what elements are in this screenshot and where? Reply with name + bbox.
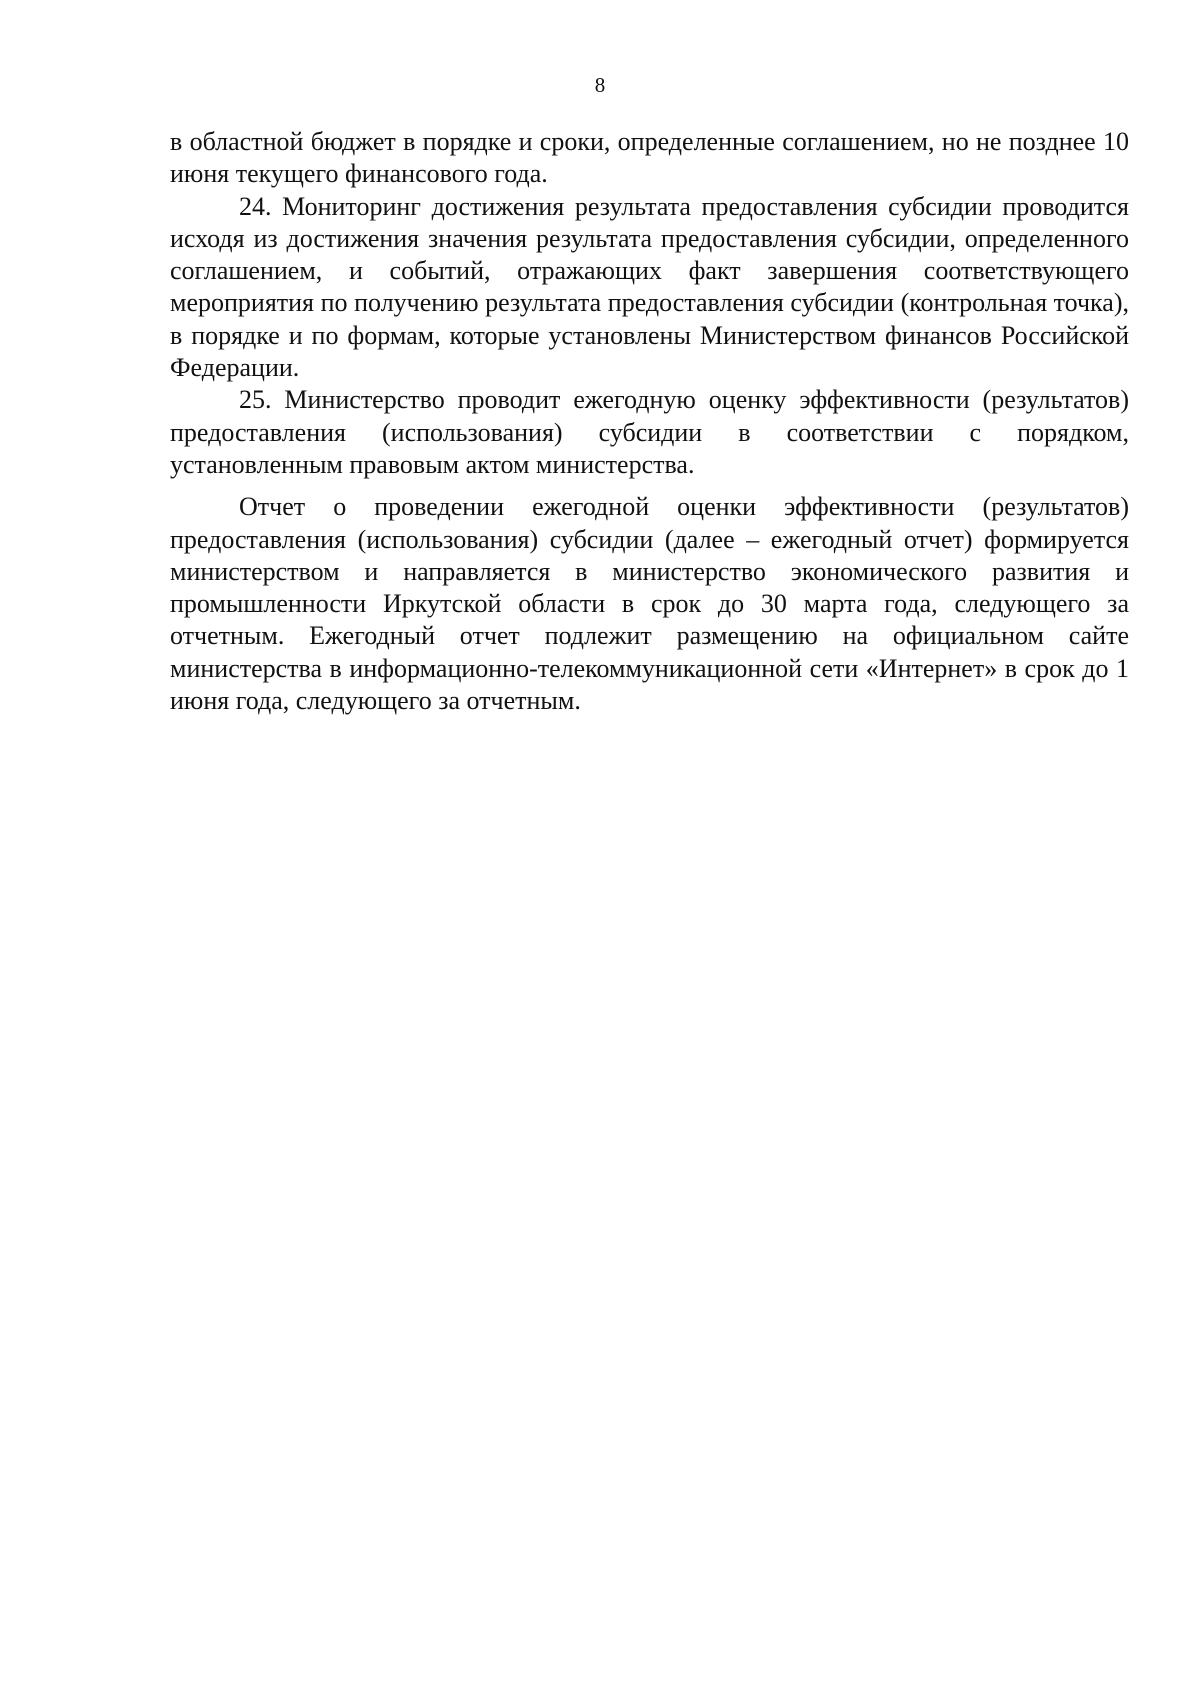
paragraph-item-25: 25. Министерство проводит ежегодную оценку эффективности (результатов) предоставления (использования) субсидии в соответствии с порядком, установленным правовым актом министерства. <box>170 385 1129 479</box>
paragraph-item-24: 24. Мониторинг достижения результата предоставления субсидии проводится исходя из достижения значения результата предоставления субсидии, определенного соглашением, и событий, отражающих факт завершения соответствующего мероприятия по получению результата предоставления субсидии (контрольная точка), в порядке и по формам, которые установлены Министерством финансов Российской Федерации. <box>170 191 1129 383</box>
paragraph-annual-report: Отчет о проведении ежегодной оценки эффективности (результатов) предоставления (использования) субсидии (далее – ежегодный отчет) формируется министерством и направляется в министерство экономического развития и промышленности Иркутской области в срок до 30 марта года, следующего за отчетным. Ежегодный отчет подлежит размещению на официальном сайте министерства в информационно-телекоммуникационной сети «Интернет» в срок до 1 июня года, следующего за отчетным. <box>170 492 1129 716</box>
page-number: 8 <box>594 73 606 97</box>
paragraph-continuation: в областной бюджет в порядке и сроки, определенные соглашением, но не позднее 10 июня текущего финансового года. <box>170 127 1129 189</box>
document-body <box>170 126 1129 717</box>
